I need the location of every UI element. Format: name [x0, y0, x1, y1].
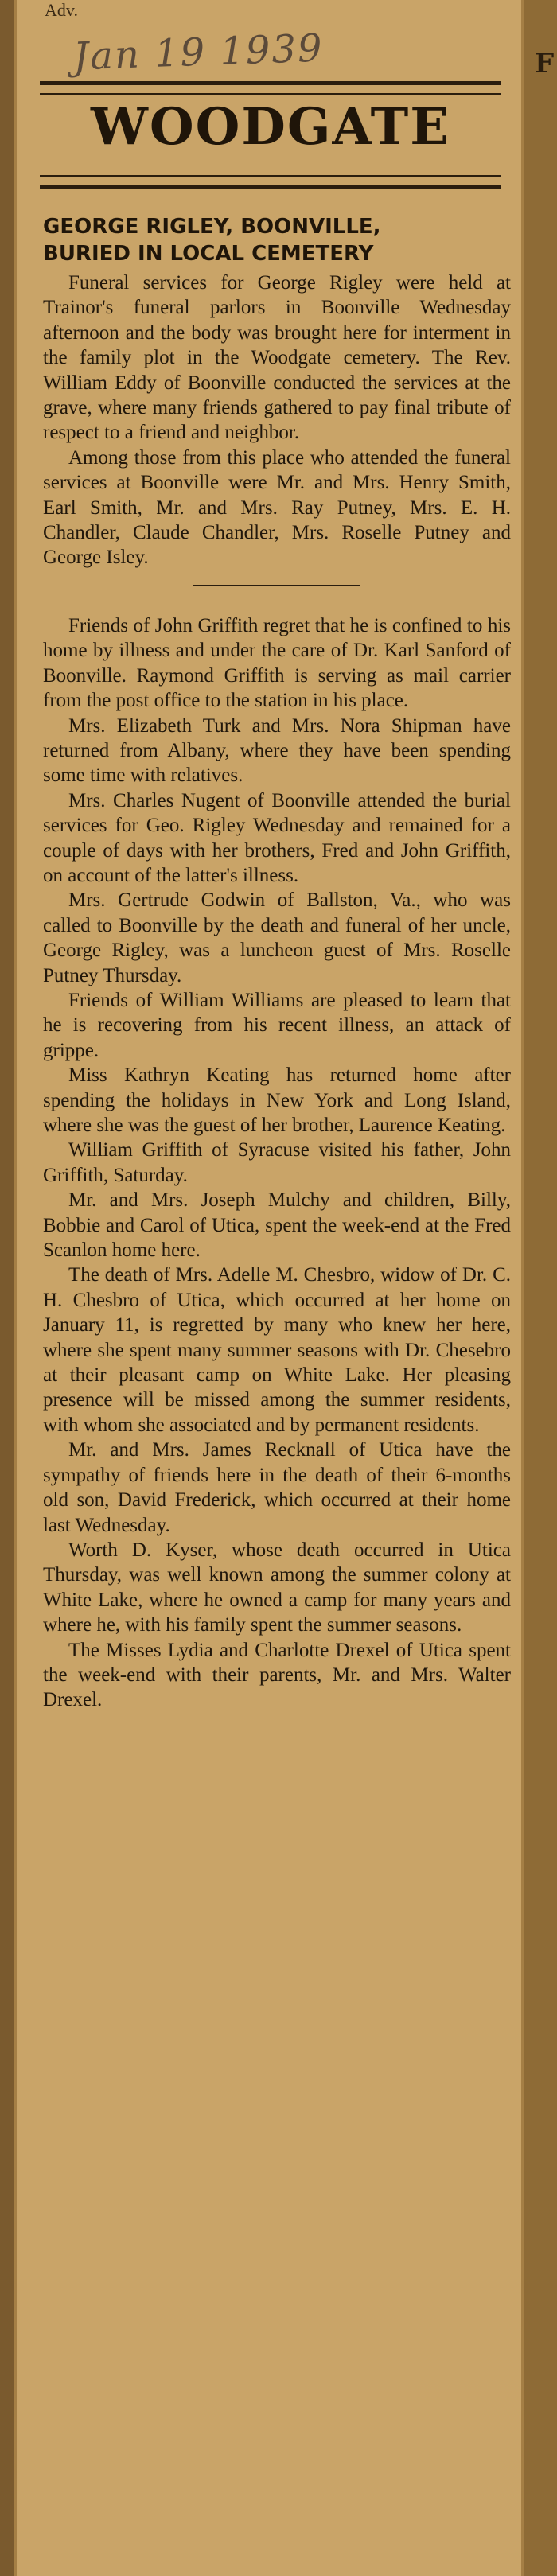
top-cut-text: Adv. — [45, 0, 78, 20]
news-paragraph: Mrs. Charles Nugent of Boonville attended the burial services for Geo. Rigley Wednesday and remained for a couple of days with her brothers, Fred and John Griffith, on account of the latter's illness. — [43, 789, 511, 886]
masthead-rule-bottom — [40, 175, 501, 189]
story-paragraph: Among those from this place who attended the funeral services at Boonville were Mr. and Mrs. Henry Smith, Earl Smith, Mr. and Mrs. Ray Putney, Mrs. E. H. Chandler, Claude Chandler, Mrs. Roselle Putney and George Isley. — [43, 446, 511, 569]
headline-line-2: BURIED IN LOCAL CEMETERY — [43, 242, 374, 266]
news-paragraph: William Griffith of Syracuse visited his father, John Griffith, Saturday. — [43, 1139, 511, 1186]
news-paragraph: Mr. and Mrs. James Recknall of Utica have the sympathy of friends here in the death of their 6-months old son, David Frederick, which occurred at their home last Wednesday. — [43, 1439, 511, 1536]
article-body — [43, 270, 511, 1713]
news-paragraph: Mrs. Elizabeth Turk and Mrs. Nora Shipman have returned from Albany, where they have been spending some time with relatives. — [43, 714, 511, 787]
handwritten-date: Jan 19 1939 — [72, 25, 325, 80]
news-paragraph: The death of Mrs. Adelle M. Chesbro, widow of Dr. C. H. Chesbro of Utica, which occurred at her home on January 11, is regretted by many who knew her here, where she spent many summer seasons with Dr. Chesebro at their pleasant camp on White Lake. Her pleasing presence will be missed among the summer residents, with whom she associated and by permanent residents. — [43, 1264, 511, 1436]
story-headline — [43, 213, 501, 267]
story-paragraph: Funeral services for George Rigley were held at Trainor's funeral parlors in Boonville Wednesday afternoon and the body was brought here for interment in the family plot in the Woodgate cemetery. The Rev. William Eddy of Boonville conducted the services at the grave, where many friends gathered to pay final tribute of respect to a friend and neighbor. — [43, 272, 511, 444]
news-paragraph: The Misses Lydia and Charlotte Drexel of Utica spent the week-end with their parents, Mr. and Mrs. Walter Drexel. — [43, 1639, 511, 1711]
masthead-title: WOODGATE — [90, 97, 451, 157]
adjacent-clipping-letter: F — [535, 48, 555, 80]
masthead-rule-top — [40, 81, 501, 95]
news-paragraph: Miss Kathryn Keating has returned home after spending the holidays in New York and Long Island, where she was the guest of her brother, Laurence Keating. — [43, 1064, 511, 1136]
news-paragraph: Worth D. Kyser, whose death occurred in Utica Thursday, was well known among the summer colony at White Lake, where he owned a camp for many years and where he, with his family spent the summer seasons. — [43, 1539, 511, 1636]
section-divider — [193, 585, 360, 586]
headline-line-1: GEORGE RIGLEY, BOONVILLE, — [43, 215, 381, 239]
adjacent-clipping-edge — [524, 0, 557, 2576]
news-paragraph: Friends of William Williams are pleased to learn that he is recovering from his recent illness, an attack of grippe. — [43, 989, 511, 1061]
news-paragraph: Mr. and Mrs. Joseph Mulchy and children, Billy, Bobbie and Carol of Utica, spent the week-end at the Fred Scanlon home here. — [43, 1189, 511, 1262]
news-paragraph: Mrs. Gertrude Godwin of Ballston, Va., who was called to Boonville by the death and funeral of her uncle, George Rigley, was a luncheon guest of Mrs. Roselle Putney Thursday. — [43, 889, 511, 986]
news-paragraph: Friends of John Griffith regret that he is confined to his home by illness and under the care of Dr. Karl Sanford of Boonville. Raymond Griffith is serving as mail carrier from the post office to the station in his place. — [43, 614, 511, 712]
